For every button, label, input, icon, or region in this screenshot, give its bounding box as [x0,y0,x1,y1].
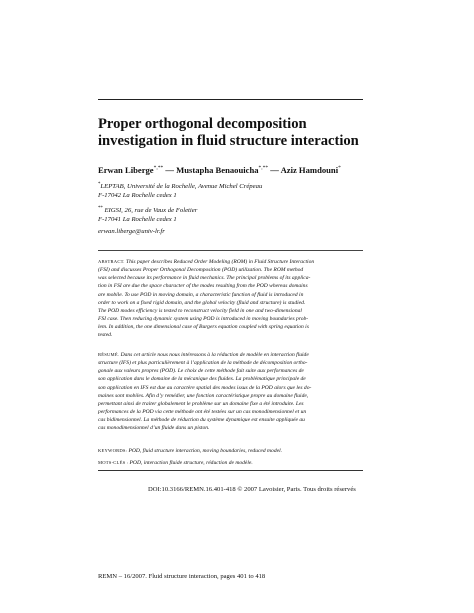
abstract-label: ABSTRACT. [98,259,125,264]
affiliation-line: EIGSI, 26, rue de Vaux de Foletier [104,207,198,215]
resume-line: son application en IFS est due au caractère spatial des modes issus de la POD alors que les do- [98,384,312,391]
resume-line: performances de la POD via cette méthode ont été testées sur un cas monodimensionnel et un [98,409,307,416]
abstract-line: FSI case. Then reducing dynamic system using POD is introduced in moving boundaries prob- [98,316,309,323]
title-line-1: Proper orthogonal decomposition [98,116,307,132]
resume-line: permettant ainsi de traiter globalement le problème sur un domaine fixe a été introduite. Les [98,400,304,407]
resume-line: cas monodimensionnel d’un fluide dans un piston. [98,425,210,432]
abstract-line: was selected because its performance in fluid mechanics. The principal problems of its applica- [98,275,311,282]
affiliation-mark: * [98,182,101,187]
resume-line: son application dans le domaine de la mécanique des fluides. La problématique principale de [98,376,306,383]
doi-rule [98,470,363,471]
abstract-line: are mobile. To use POD in moving domain, a characteristic function of fluid is introduced in [98,291,304,298]
doi-line: DOI:10.3166/REMN.16.401-418 © 2007 Lavoisier, Paris. Tous droits réservés [148,486,356,493]
author-email: erwan.liberge@univ-lr.fr [98,228,165,235]
author-list [98,165,368,175]
author-separator: — [268,165,281,175]
affiliation-mark: ** [98,206,103,211]
author-mark: * [338,165,341,172]
author-name: Erwan Liberge [98,165,154,175]
mots-cles-text: POD, interaction fluide structure, réduction de modèle. [129,460,253,466]
author-mark: *,** [258,165,269,172]
abstract-block [98,258,368,340]
affiliation-line: LEPTAB, Université de la Rochelle, Avenue Michel Crépeau [100,183,263,191]
resume-line: gonale aux valeurs propres (POD). Le choix de cette méthode fait suite aux performances de [98,368,304,375]
keywords [98,448,368,454]
abstract-line: tested. [98,332,113,339]
keywords-text: POD, fluid structure interaction, moving boundaries, reduced model. [128,448,282,454]
affiliation-line: F-17041 La Rochelle cedex 1 [98,216,177,224]
abstract-line: tion in FSI are due the space character of the modes resulting from the POD whereas domains [98,283,308,290]
author-separator: — [163,165,177,175]
title-line-2: investigation in fluid structure interaction [98,133,359,149]
abstract-line: The POD modes efficiency is tested to reconstruct velocity field in one and two-dimensional [98,307,302,314]
resume-label: RÉSUMÉ. [98,352,120,357]
mots-cles-label: MOTS-CLÉS : [98,460,129,465]
mots-cles [98,460,368,466]
author-mark: *,** [153,165,164,172]
resume-block [98,351,368,433]
author-name: Aziz Hamdouni [280,165,339,175]
affiliation-1 [98,180,368,201]
resume-line: structure (IFS) et plus particulièrement à l’application de la méthode de décomposition ortho- [98,360,308,367]
abstract-line: order to work on a fixed rigid domain, and the global velocity (fluid and structure) is studied. [98,299,306,306]
keywords-label: KEYWORDS: [98,448,128,453]
paper-title [98,116,368,150]
resume-line: cas bidimensionnel. La méthode de réduction du système dynamique est ensuite appliquée au [98,417,305,424]
abstract-line: This paper describes Reduced Order Modeling (ROM) in Fluid Structure Interaction [126,259,315,265]
affiliation-line: F-17042 La Rochelle cedex 1 [98,192,177,200]
author-name: Mustapha Benaouicha [176,165,259,175]
resume-line: Dans cet article nous nous intéressons à la réduction de modèle en interaction fluide [120,352,309,358]
abstract-line: lem. In addition, the one dimensional case of Burgers equation coupled with spring equation is [98,324,309,331]
abstract-rule [98,250,363,251]
resume-line: maines sont mobiles. Afin d’y remédier, une fonction caractéristique propre au domaine fluide, [98,392,309,399]
journal-footer: REMN – 16/2007. Fluid structure interaction, pages 401 to 418 [98,573,266,580]
affiliation-2 [98,204,368,225]
abstract-line: (FSI) and discusses Proper Orthogonal Decomposition (POD) utilization. The ROM method [98,267,304,274]
top-rule [98,99,363,100]
